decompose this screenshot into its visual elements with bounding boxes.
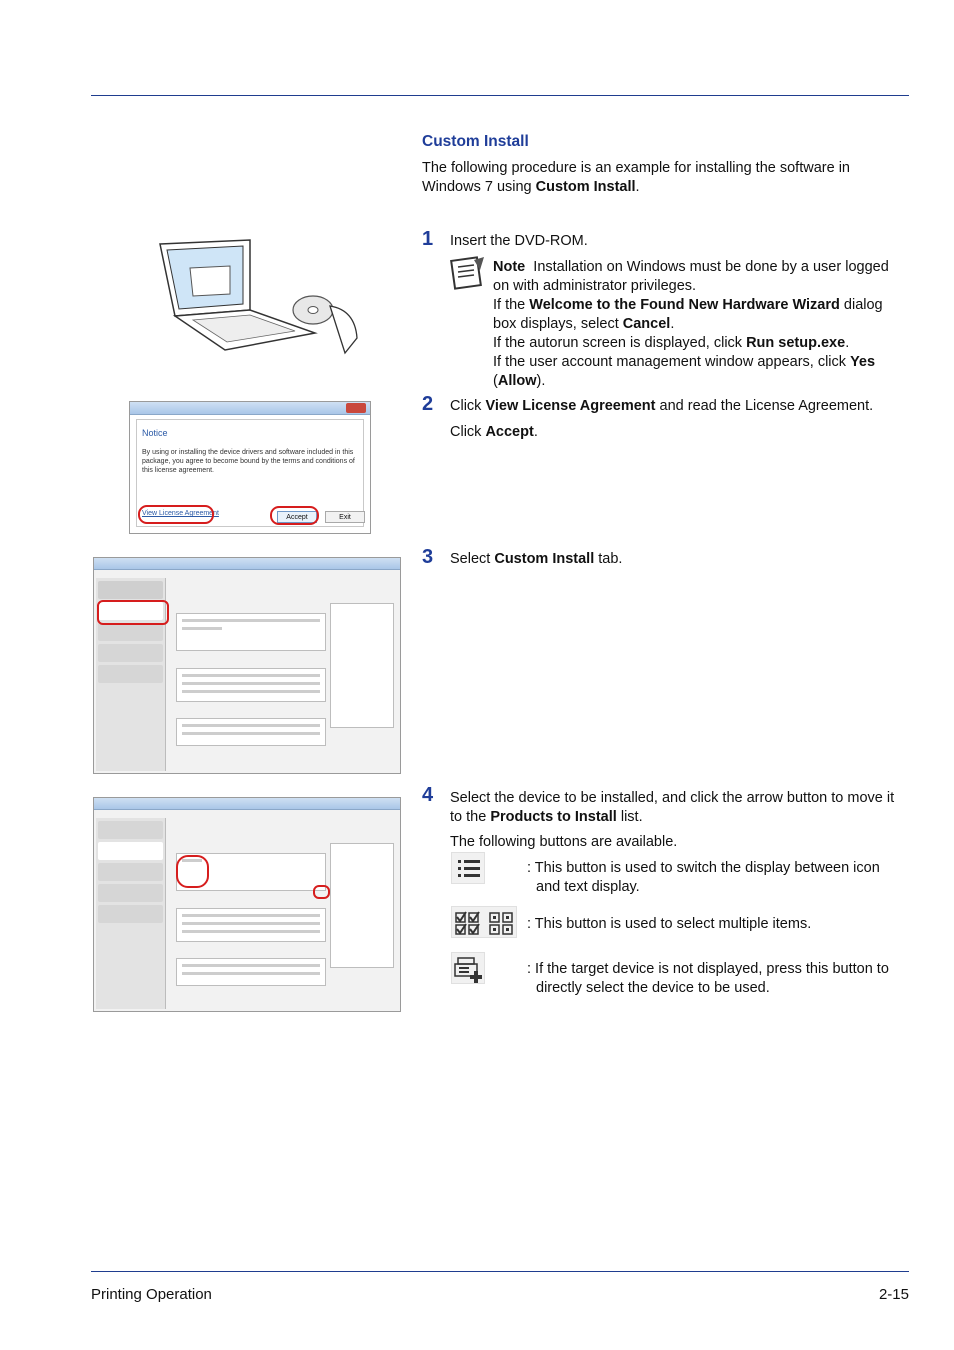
step-1-number: 1 [422, 228, 434, 250]
step-3-number: 3 [422, 546, 434, 568]
close-icon [346, 403, 366, 413]
step-3-text: Select Custom Install tab. [450, 551, 623, 567]
drivers-panel [176, 668, 326, 702]
drivers-panel [176, 908, 326, 942]
section-intro: The following procedure is an example for installing the software in Windows 7 using Custom Install. [422, 160, 850, 195]
utilities-panel [176, 958, 326, 986]
step-1-note: Note Installation on Windows must be done by a user logged on with administrator privileges. If the Welcome to the Found New Hardware Wizard dialog box displays, select Cancel. If the autorun screen is displayed, click Run setup.exe. If the user account management window appears, click Yes (Allow). [493, 259, 889, 389]
multi-select-description: : This button is used to select multiple items. [527, 916, 812, 932]
step-2-number: 2 [422, 393, 434, 415]
add-device-icon [452, 953, 486, 985]
highlight-accept [270, 506, 319, 525]
exit-button[interactable]: Exit [325, 511, 365, 523]
page-number: 2-15 [878, 1286, 909, 1303]
list-view-button-box [451, 852, 485, 884]
utilities-panel [176, 718, 326, 746]
installer-screenshot-select-device [93, 797, 401, 1012]
multi-select-button-box [451, 906, 517, 938]
highlight-device [176, 855, 209, 888]
dialog-message: By using or installing the device drivers and software included in this package, you agree to become bound by the terms and conditions of this license agreement. [142, 449, 355, 474]
section-title: Custom Install [422, 133, 529, 150]
installer-titlebar [94, 798, 400, 810]
dialog-heading: Notice [142, 428, 168, 438]
step-1-text: Insert the DVD-ROM. [450, 233, 588, 249]
installer-screenshot-custom-tab [93, 557, 401, 774]
products-to-install-panel [330, 843, 394, 968]
devices-panel [176, 613, 326, 651]
step-2-text-2: Click Accept. [450, 424, 538, 440]
installer-titlebar [94, 558, 400, 570]
highlight-custom-install-tab [97, 600, 169, 625]
note-icon [450, 256, 488, 292]
multi-select-icon [452, 907, 518, 939]
step-4-number: 4 [422, 784, 434, 806]
view-license-link[interactable]: View License Agreement [142, 510, 219, 517]
dialog-titlebar [130, 402, 370, 415]
add-device-button-box [451, 952, 485, 984]
step-2-text: Click View License Agreement and read the License Agreement. [450, 398, 874, 414]
accept-button[interactable]: Accept [277, 511, 317, 523]
step-4-text: Select the device to be installed, and click the arrow button to move it to the Products to Install list. [450, 790, 895, 825]
footer-rule [91, 1271, 909, 1272]
header-rule [91, 95, 909, 96]
installer-sidebar [96, 818, 166, 1009]
highlight-view-license [138, 505, 214, 524]
products-to-install-panel [330, 603, 394, 728]
license-dialog-screenshot [129, 401, 371, 534]
list-view-description: : This button is used to switch the display between icon and text display. [527, 860, 880, 895]
buttons-intro: The following buttons are available. [450, 834, 678, 850]
list-view-icon [452, 853, 486, 885]
laptop-dvd-illustration [155, 238, 365, 356]
highlight-arrow-button [313, 885, 330, 899]
footer-title: Printing Operation [91, 1286, 212, 1303]
add-device-description: : If the target device is not displayed, press this button to directly select the device to be used. [527, 961, 889, 996]
